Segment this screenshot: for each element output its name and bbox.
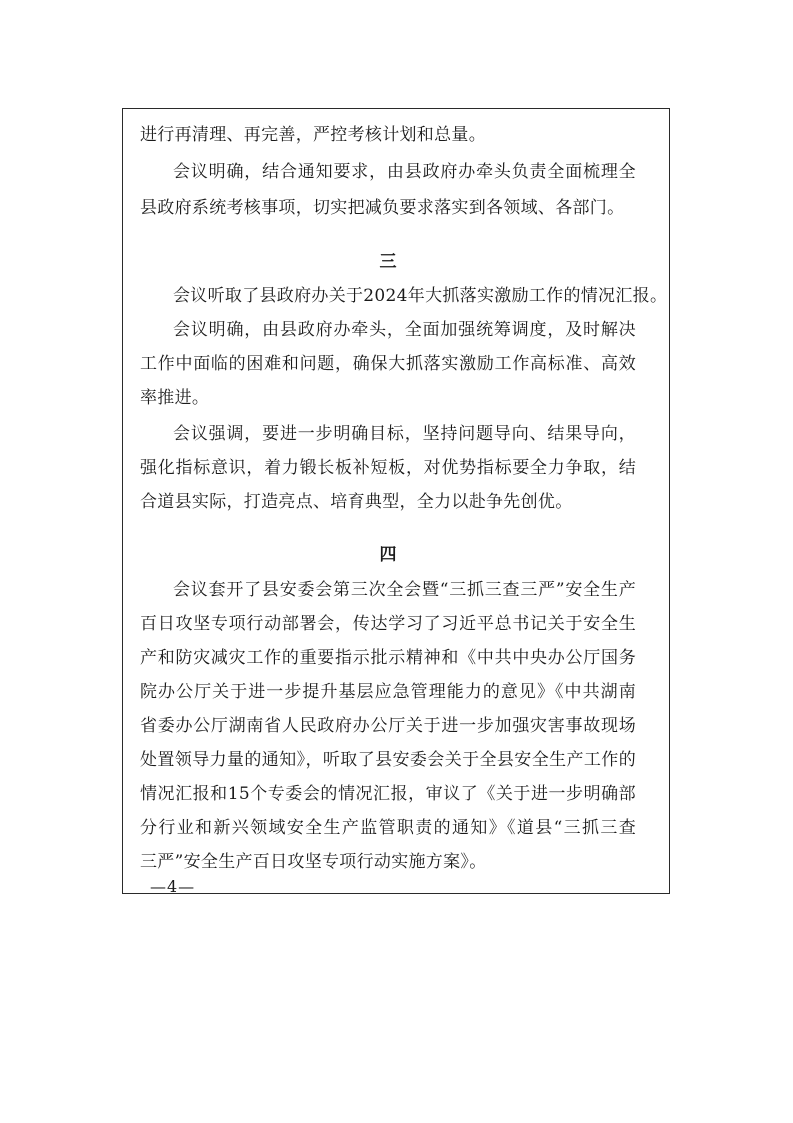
paragraph-line: 工作中面临的困难和问题，确保大抓落实激励工作高标准、高效 [140, 354, 636, 374]
paragraph-line: 分行业和新兴领域安全生产监管职责的通知》《道县“三抓三查 [140, 818, 636, 838]
paragraph-line: 处置领导力量的通知》，听取了县安委会关于全县安全生产工作的 [140, 750, 636, 770]
paragraph-line: 会议听取了县政府办关于2024年大抓落实激励工作的情况汇报。 [173, 286, 668, 306]
paragraph-line: 院办公厅关于进一步提升基层应急管理能力的意见》《中共湖南 [140, 682, 636, 702]
paragraph-line: 县政府系统考核事项，切实把减负要求落实到各领域、各部门。 [140, 198, 625, 218]
paragraph-line: 合道县实际，打造亮点、培育典型，全力以赴争先创优。 [140, 492, 573, 512]
paragraph-line: 会议强调，要进一步明确目标，坚持问题导向、结果导向， [173, 424, 636, 444]
paragraph-line: 三严”安全生产百日攻坚专项行动实施方案》。 [140, 852, 487, 872]
paragraph-line: 情况汇报和15个专委会的情况汇报，审议了《关于进一步明确部 [140, 784, 636, 804]
paragraph-line: 进行再清理、再完善，严控考核计划和总量。 [140, 125, 486, 145]
paragraph-line: 率推进。 [140, 388, 210, 408]
paragraph-line: 强化指标意识，着力锻长板补短板，对优势指标要全力争取，结 [140, 458, 636, 478]
paragraph-line: 会议套开了县安委会第三次全会暨“三抓三查三严”安全生产 [173, 580, 636, 600]
page-number: —4— [150, 877, 196, 896]
paragraph-line: 省委办公厅湖南省人民政府办公厅关于进一步加强灾害事故现场 [140, 716, 636, 736]
section-heading: 四 [379, 545, 397, 565]
section-heading: 三 [379, 252, 397, 272]
paragraph-line: 会议明确，由县政府办牵头，全面加强统筹调度，及时解决 [173, 320, 636, 340]
paragraph-line: 百日攻坚专项行动部署会，传达学习了习近平总书记关于安全生 [140, 614, 636, 634]
paragraph-line: 产和防灾减灾工作的重要指示批示精神和《中共中央办公厅国务 [140, 648, 636, 668]
paragraph-line: 会议明确，结合通知要求，由县政府办牵头负责全面梳理全 [173, 162, 636, 182]
